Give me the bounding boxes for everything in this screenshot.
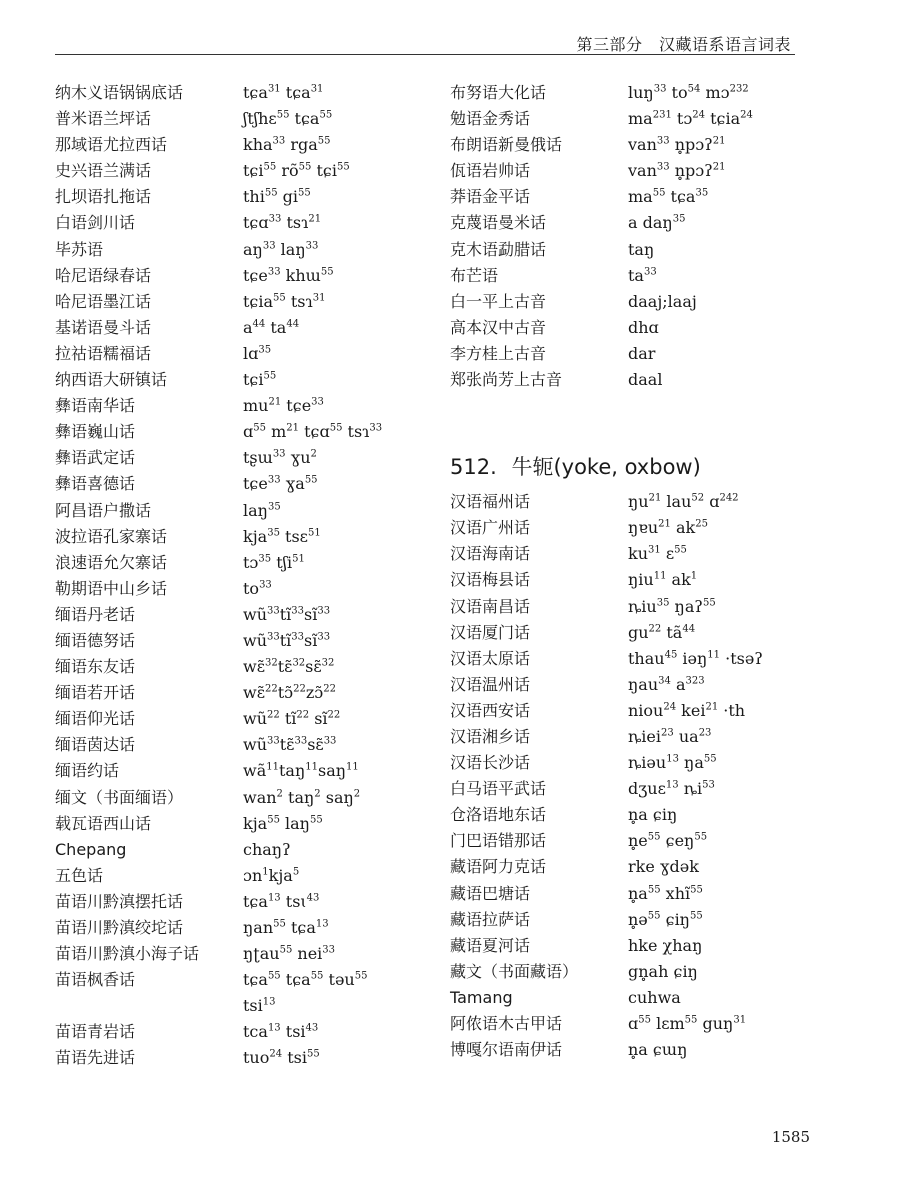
dialect-name: 李方桂上古音 <box>450 343 547 363</box>
phonetic-form: ŋan$^{55}$ tɕa$^{13}$ <box>243 918 329 937</box>
phonetic-form: cuhwa <box>628 987 681 1007</box>
phonetic-form: tsi$^{13}$ <box>243 996 276 1016</box>
entry-row <box>450 854 840 880</box>
entry-row <box>55 106 435 132</box>
dialect-name: 缅语茵达话 <box>55 735 136 755</box>
dialect-name: 苗语先进话 <box>55 1048 136 1068</box>
entry-row <box>55 602 435 628</box>
dialect-name: 波拉语孔家寨话 <box>55 526 168 546</box>
dialect-name: 苗语川黔滇摆托话 <box>55 891 184 911</box>
dialect-name: 缅语若开话 <box>55 683 136 703</box>
entry-row <box>55 289 435 315</box>
phonetic-form: tɕɑ$^{33}$ tsɿ$^{21}$ <box>243 213 322 233</box>
phonetic-form: laŋ$^{35}$ <box>243 500 281 520</box>
phonetic-form: kja$^{55}$ laŋ$^{55}$ <box>243 813 323 833</box>
dialect-name: 汉语长沙话 <box>450 753 531 773</box>
dialect-name: 白语剑川话 <box>55 213 136 233</box>
dialect-name: 缅语约话 <box>55 761 120 781</box>
phonetic-form: $ma^{55}$ tɕa$^{35}$ <box>628 187 709 207</box>
entry-row <box>55 184 435 210</box>
entry-row <box>450 724 840 750</box>
dialect-name: 缅语德努话 <box>55 630 136 650</box>
entry-row <box>55 132 435 158</box>
phonetic-form: $wũ^{33}tĩ^{33}sĩ^{33}$ <box>243 604 331 624</box>
entry-row <box>55 80 435 106</box>
phonetic-form: rke ɣdək <box>628 857 699 877</box>
entry-row <box>450 567 840 593</box>
phonetic-form: $gu^{22}$ $tã^{44}$ <box>628 622 696 642</box>
entry-row <box>450 698 840 724</box>
entry-row <box>55 419 435 445</box>
entry-row <box>55 393 435 419</box>
phonetic-form: ɔn$^1$kja$^5$ <box>243 865 300 885</box>
phonetic-form: wan$^2$ taŋ$^2$ saŋ$^2$ <box>243 787 361 807</box>
dialect-name: 汉语西安话 <box>450 700 531 720</box>
entry-row <box>55 811 435 837</box>
dialect-name: 汉语厦门话 <box>450 622 531 642</box>
entry-row <box>55 785 435 811</box>
dialect-name: 缅语仰光话 <box>55 709 136 729</box>
dialect-name: 苗语川黔滇绞坨话 <box>55 918 184 937</box>
dialect-name: 布芒语 <box>450 265 499 285</box>
dialect-name: 哈尼语绿春话 <box>55 265 152 285</box>
phonetic-form: ŋʈau$^{55}$ nei$^{33}$ <box>243 944 336 964</box>
entry-row <box>450 802 840 828</box>
entry-row <box>450 80 840 106</box>
dialect-name: 五色话 <box>55 865 104 885</box>
dialect-name: 门巴语错那话 <box>450 831 547 851</box>
phonetic-form: $a^{44}$ $ta^{44}$ <box>243 317 300 337</box>
dialect-name: 苗语川黔滇小海子话 <box>55 944 200 964</box>
dialect-name: Chepang <box>55 839 127 859</box>
entry-row <box>450 515 840 541</box>
entry-row <box>55 524 435 550</box>
phonetic-form: tɕa$^{13}$ tsɩ$^{43}$ <box>243 891 320 911</box>
dialect-name: 史兴语兰满话 <box>55 161 152 181</box>
dialect-name: 克蔑语曼米话 <box>450 213 547 233</box>
dialect-name: 藏语巴塘话 <box>450 883 531 903</box>
right-column-top-list <box>450 80 840 393</box>
entry-row <box>450 933 840 959</box>
dialect-name: 汉语湘乡话 <box>450 726 531 746</box>
entry-row <box>55 993 435 1019</box>
entry-row <box>55 941 435 967</box>
dialect-name: 纳木义语锅锅底话 <box>55 83 184 102</box>
phonetic-form: ɑ$^{55}$ lɛm$^{55}$ guŋ$^{31}$ <box>628 1014 747 1033</box>
dialect-name: 缅语丹老话 <box>55 604 136 624</box>
phonetic-form: ȵiəu$^{13}$ $ŋa^{55}$ <box>628 753 717 773</box>
entry-row <box>450 828 840 854</box>
dialect-name: 汉语广州话 <box>450 518 531 538</box>
entry-row <box>55 706 435 732</box>
dialect-name: 白一平上古音 <box>450 291 547 311</box>
entry-row <box>55 341 435 367</box>
dialect-name: 彝语武定话 <box>55 448 136 468</box>
dialect-name: 普米语兰坪话 <box>55 109 152 129</box>
entry-row <box>450 776 840 802</box>
phonetic-form: tɕa$^{55}$ tɕa$^{55}$ təu$^{55}$ <box>243 970 368 990</box>
dialect-name: 仓洛语地东话 <box>450 805 547 825</box>
phonetic-form: $ku^{31}$ ɛ$^{55}$ <box>628 544 687 564</box>
dialect-name: 汉语福州话 <box>450 492 531 512</box>
dialect-name: 拉祜语糯福话 <box>55 343 152 363</box>
running-header <box>55 30 795 55</box>
phonetic-form: tʂɯ$^{33}$ ɣu$^2$ <box>243 448 317 468</box>
phonetic-form: ŋiu$^{11}$ $ak^1$ <box>628 570 698 590</box>
entry-row <box>450 907 840 933</box>
dialect-name: 阿侬语木古甲话 <box>450 1014 563 1033</box>
dialect-name: 莽语金平话 <box>450 187 531 207</box>
phonetic-form: a daŋ$^{35}$ <box>628 213 686 233</box>
phonetic-form: $aŋ^{33}$ laŋ$^{33}$ <box>243 239 319 259</box>
entry-row <box>450 106 840 132</box>
dialect-name: 布朗语新曼俄话 <box>450 135 563 155</box>
entry-row <box>450 210 840 236</box>
dialect-name: Tamang <box>450 987 513 1007</box>
phonetic-form: wɛ̃$^{22}$tɔ̃$^{22}$zɔ̃$^{22}$ <box>243 683 336 703</box>
section-spacer <box>450 393 840 445</box>
phonetic-form: wɛ̃$^{32}$tɛ̃$^{32}$sɛ̃$^{32}$ <box>243 657 335 677</box>
phonetic-form: tɕa$^{31}$ tɕa$^{31}$ <box>243 83 324 102</box>
dialect-name: 藏文（书面藏语） <box>450 961 579 981</box>
dialect-name: 克木语勐腊话 <box>450 239 547 259</box>
entry-row <box>450 881 840 907</box>
entry-row <box>55 576 435 602</box>
entry-row <box>55 471 435 497</box>
phonetic-form: daaj;laaj <box>628 291 697 311</box>
dialect-name: 浪速语允欠寨话 <box>55 552 168 572</box>
dialect-name: 勉语金秀话 <box>450 109 531 129</box>
phonetic-form: $wã^{11}taŋ^{11}saŋ^{11}$ <box>243 761 359 781</box>
phonetic-form: ŋɐu$^{21}$ $ak^{25}$ <box>628 518 708 538</box>
entry-row <box>450 750 840 776</box>
phonetic-form: taŋ <box>628 239 655 259</box>
right-column-bottom-list <box>450 489 840 1063</box>
dialect-name: 苗语枫香话 <box>55 970 136 990</box>
dialect-name: 藏语阿力克话 <box>450 857 547 877</box>
phonetic-form: $wũ^{33}tɛ̃^{33}sɛ̃^{33}$ <box>243 735 337 755</box>
phonetic-form: n̥a ɕiŋ <box>628 805 678 825</box>
phonetic-form: dʒuɛ$^{13}$ $ȵi^{53}$ <box>628 779 715 799</box>
entry-row <box>450 1037 840 1063</box>
phonetic-form: dhɑ <box>628 317 659 337</box>
phonetic-form: tuo$^{24}$ tsi$^{55}$ <box>243 1048 320 1068</box>
phonetic-form: tɔ$^{35}$ tʃi$^{51}$ <box>243 552 305 572</box>
phonetic-form: n̥ə$^{55}$ ɕiŋ$^{55}$ <box>628 909 703 929</box>
entry-row <box>450 541 840 567</box>
phonetic-form: van$^{33}$ n̥pɔʔ$^{21}$ <box>628 135 726 155</box>
dialect-name: 纳西语大研镇话 <box>55 370 168 390</box>
right-column <box>450 80 840 1063</box>
phonetic-form: tɕe$^{33}$ khɯ$^{55}$ <box>243 265 334 285</box>
dialect-name: 汉语太原话 <box>450 648 531 668</box>
section-title: 牛轭(yoke, oxbow) <box>511 455 701 480</box>
section-number: 512. <box>450 455 497 480</box>
phonetic-form: ŋau$^{34}$ $a^{323}$ <box>628 674 705 694</box>
dialect-name: 彝语南华话 <box>55 396 136 416</box>
entry-row <box>450 158 840 184</box>
entry-row <box>450 184 840 210</box>
left-column <box>55 80 435 1072</box>
entry-row <box>55 237 435 263</box>
entry-row <box>450 263 840 289</box>
phonetic-form: tɕi$^{55}$ $rõ^{55}$ tɕi$^{55}$ <box>243 161 350 181</box>
entry-row <box>450 1011 840 1037</box>
entry-row <box>450 341 840 367</box>
dialect-name: 基诺语曼斗话 <box>55 317 152 337</box>
dialect-name: 汉语南昌话 <box>450 596 531 616</box>
phonetic-form: gn̥ah ɕiŋ <box>628 961 698 981</box>
phonetic-form: thau$^{45}$ iəŋ$^{11}$ ·tsəʔ <box>628 648 763 668</box>
phonetic-form: niou$^{24}$ kei$^{21}$ ·th <box>628 700 746 720</box>
phonetic-form: kja$^{35}$ tsɛ$^{51}$ <box>243 526 321 546</box>
phonetic-form: n̥a ɕɯŋ <box>628 1040 688 1060</box>
phonetic-form: $n̥a^{55}$ xhĩ$^{55}$ <box>628 883 703 903</box>
phonetic-form: ʃtʃhɛ$^{55}$ tɕa$^{55}$ <box>243 109 333 129</box>
entry-row <box>55 863 435 889</box>
entry-row <box>55 263 435 289</box>
dialect-name: 高本汉中古音 <box>450 317 547 337</box>
entry-row <box>450 672 840 698</box>
entry-row <box>450 132 840 158</box>
phonetic-form: $mu^{21}$ tɕe$^{33}$ <box>243 396 324 416</box>
entry-row <box>55 628 435 654</box>
dialect-name: 毕苏语 <box>55 239 104 259</box>
entry-row <box>55 158 435 184</box>
entry-row <box>450 594 840 620</box>
page-number: 1585 <box>771 1128 810 1146</box>
phonetic-form: $ta^{33}$ <box>628 265 657 285</box>
entry-row <box>450 237 840 263</box>
entry-row <box>55 915 435 941</box>
dialect-name: 汉语梅县话 <box>450 570 531 590</box>
phonetic-form: hke χhaŋ <box>628 935 703 955</box>
dialect-name: 载瓦语西山话 <box>55 813 152 833</box>
phonetic-form: van$^{33}$ n̥pɔʔ$^{21}$ <box>628 161 726 181</box>
phonetic-form: $ŋu^{21}$ lau$^{52}$ ɑ$^{242}$ <box>628 492 739 512</box>
entry-row <box>450 646 840 672</box>
entry-row <box>450 959 840 985</box>
phonetic-form: dar <box>628 343 656 363</box>
entry-row <box>55 967 435 993</box>
section-heading <box>450 445 840 489</box>
phonetic-form: chaŋʔ <box>243 839 291 859</box>
phonetic-form: $n̥e^{55}$ ɕeŋ$^{55}$ <box>628 831 708 851</box>
entry-row <box>55 367 435 393</box>
entry-row <box>55 498 435 524</box>
entry-row <box>55 315 435 341</box>
entry-row <box>55 680 435 706</box>
phonetic-form: ȵiu$^{35}$ ŋaʔ$^{55}$ <box>628 596 716 616</box>
dialect-name: 彝语喜德话 <box>55 474 136 494</box>
dialect-name: 白马语平武话 <box>450 779 547 799</box>
entry-row <box>450 289 840 315</box>
phonetic-form: lɑ$^{35}$ <box>243 343 272 363</box>
entry-row <box>55 889 435 915</box>
phonetic-form: daal <box>628 370 663 390</box>
entry-row <box>55 654 435 680</box>
dialect-name: 勒期语中山乡话 <box>55 578 168 598</box>
dialect-name: 缅语东友话 <box>55 657 136 677</box>
entry-row <box>55 210 435 236</box>
dialect-name: 藏语拉萨话 <box>450 909 531 929</box>
dialect-name: 郑张尚芳上古音 <box>450 370 563 390</box>
dialect-name: 扎坝语扎拖话 <box>55 187 152 207</box>
phonetic-form: ɑ$^{55}$ $m^{21}$ tɕɑ$^{55}$ tsɿ$^{33}$ <box>243 422 383 442</box>
entry-row <box>55 1019 435 1045</box>
dialect-name: 苗语青岩话 <box>55 1022 136 1042</box>
entry-row <box>450 985 840 1011</box>
dialect-name: 汉语温州话 <box>450 674 531 694</box>
phonetic-form: kha$^{33}$ rga$^{55}$ <box>243 135 331 155</box>
phonetic-form: tɕi$^{55}$ <box>243 370 277 390</box>
dialect-name: 缅文（书面缅语） <box>55 787 184 807</box>
dialect-name: 藏语夏河话 <box>450 935 531 955</box>
phonetic-form: tca$^{13}$ tsi$^{43}$ <box>243 1022 319 1042</box>
dialect-name: 佤语岩帅话 <box>450 161 531 181</box>
entry-row <box>450 367 840 393</box>
entry-row <box>450 489 840 515</box>
dialect-name: 那域语尤拉西话 <box>55 135 168 155</box>
phonetic-form: ȵiei$^{23}$ $ua^{23}$ <box>628 726 712 746</box>
entry-row <box>55 1045 435 1071</box>
entry-row <box>55 445 435 471</box>
running-header-title: 第三部分 汉藏语系语言词表 <box>576 35 791 54</box>
phonetic-form: $wũ^{33}tĩ^{33}sĩ^{33}$ <box>243 630 331 650</box>
dialect-name: 彝语巍山话 <box>55 422 136 442</box>
entry-row <box>55 837 435 863</box>
phonetic-form: $wũ^{22}$ $tĩ^{22}$ $sĩ^{22}$ <box>243 709 341 729</box>
entry-row <box>55 758 435 784</box>
entry-row <box>55 550 435 576</box>
phonetic-form: tɕe$^{33}$ ɣa$^{55}$ <box>243 474 318 494</box>
phonetic-form: $to^{33}$ <box>243 578 272 598</box>
phonetic-form: thi$^{55}$ $gi^{55}$ <box>243 187 311 207</box>
dialect-name: 哈尼语墨江话 <box>55 291 152 311</box>
dialect-name: 汉语海南话 <box>450 544 531 564</box>
entry-row <box>450 620 840 646</box>
dialect-name: 阿昌语户撒话 <box>55 500 152 520</box>
entry-row <box>55 732 435 758</box>
phonetic-form: luŋ$^{33}$ $to^{54}$ mɔ$^{232}$ <box>628 83 749 102</box>
phonetic-form: tɕia$^{55}$ tsɿ$^{31}$ <box>243 291 326 311</box>
entry-row <box>450 315 840 341</box>
dialect-name: 布努语大化话 <box>450 83 547 102</box>
phonetic-form: $ma^{231}$ tɔ$^{24}$ tɕia$^{24}$ <box>628 109 753 129</box>
dialect-name: 博嘎尔语南伊话 <box>450 1040 563 1060</box>
